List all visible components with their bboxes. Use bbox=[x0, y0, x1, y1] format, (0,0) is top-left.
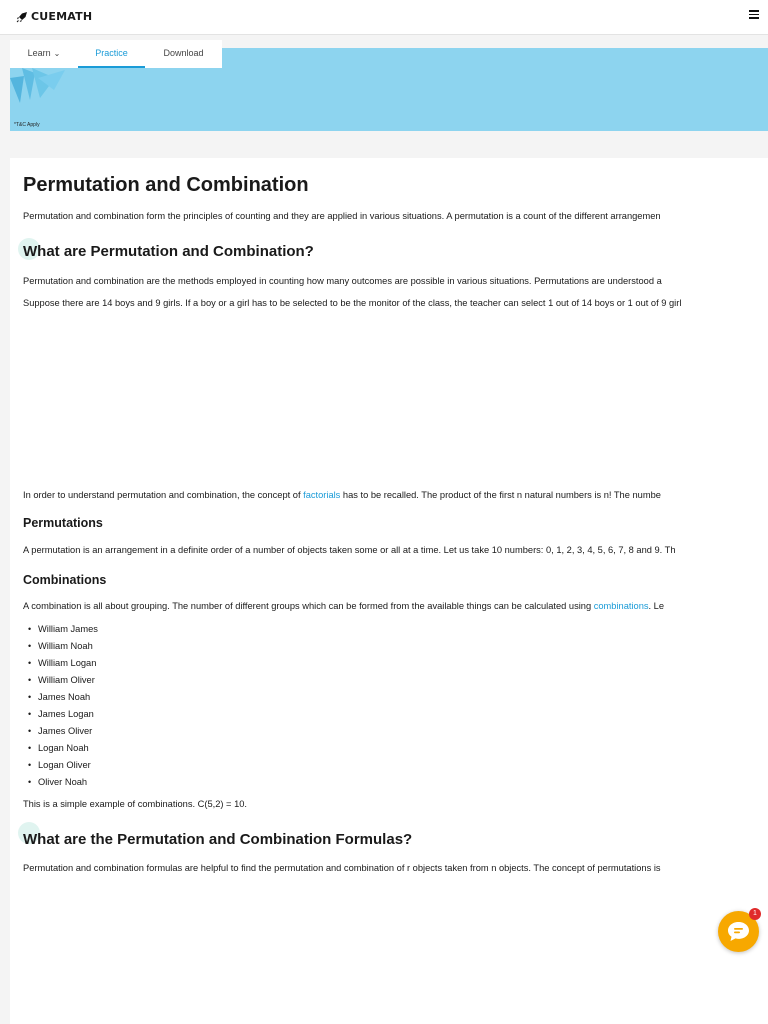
banner-terms-note: *T&C Apply bbox=[14, 122, 40, 128]
chat-icon bbox=[727, 921, 750, 942]
list-item: • William Noah bbox=[28, 641, 93, 651]
chevron-down-icon: ⌄ bbox=[53, 48, 61, 58]
list-item-label: Logan Noah bbox=[38, 743, 89, 753]
list-item-label: William James bbox=[38, 624, 98, 634]
combination-example-text: This is a simple example of combinations. C(5,2) = 10. bbox=[23, 799, 247, 809]
factorials-text-pre: In order to understand permutation and combination, the concept of bbox=[23, 490, 304, 500]
list-item: • James Oliver bbox=[28, 726, 93, 736]
tab-practice-label: Practice bbox=[95, 48, 128, 58]
list-item-label: James Logan bbox=[38, 709, 94, 719]
article-content bbox=[10, 158, 768, 1024]
what-paragraph-2: Suppose there are 14 boys and 9 girls. If a boy or a girl has to be selected to be the monitor of the class, the teacher can select 1 out of 14 boys or 1 out of 9 girl bbox=[23, 298, 682, 308]
rocket-icon bbox=[16, 11, 28, 23]
list-item: • William Logan bbox=[28, 658, 97, 668]
list-item: • William James bbox=[28, 624, 98, 634]
list-item-label: Oliver Noah bbox=[38, 777, 88, 787]
chat-button[interactable] bbox=[718, 911, 759, 952]
tab-learn-label: Learn bbox=[27, 48, 51, 58]
combinations-text-post: . Le bbox=[648, 601, 665, 611]
combinations-link[interactable]: combinations bbox=[593, 601, 649, 611]
factorials-paragraph bbox=[23, 490, 661, 500]
hamburger-icon[interactable] bbox=[749, 10, 759, 20]
list-item: • Oliver Noah bbox=[28, 777, 88, 787]
list-item: • Logan Oliver bbox=[28, 760, 91, 770]
permutations-paragraph: A permutation is an arrangement in a definite order of a number of objects taken some or all at a time. Let us take 10 numbers: 0, 1, 2, 3, 4, 5, 6, 7, 8 and 9. Th bbox=[23, 545, 676, 555]
heading-permutations: Permutations bbox=[23, 516, 103, 530]
notification-badge: 1 bbox=[749, 908, 761, 920]
top-navbar bbox=[0, 0, 768, 35]
factorials-text-post: has to be recalled. The product of the first n natural numbers is n! The numbe bbox=[340, 490, 661, 500]
what-paragraph-1: Permutation and combination are the methods employed in counting how many outcomes are possible in various situations. Permutations are understood a bbox=[23, 276, 662, 286]
tab-download[interactable] bbox=[145, 40, 222, 66]
heading-combinations: Combinations bbox=[23, 573, 107, 587]
formulas-paragraph: Permutation and combination formulas are helpful to find the permutation and combination of r objects taken from n objects. The concept of permutations is bbox=[23, 863, 661, 873]
list-item-label: Logan Oliver bbox=[38, 760, 91, 770]
combination-pairs-list bbox=[28, 621, 98, 791]
intro-paragraph: Permutation and combination form the principles of counting and they are applied in various situations. A permutation is a count of the different arrangemen bbox=[23, 211, 661, 221]
list-item-label: William Oliver bbox=[38, 675, 95, 685]
tab-practice[interactable] bbox=[78, 40, 145, 68]
heading-formulas: What are the Permutation and Combination Formulas? bbox=[23, 831, 413, 848]
list-item-label: William Noah bbox=[38, 641, 93, 651]
list-item: • James Logan bbox=[28, 709, 94, 719]
combinations-paragraph bbox=[23, 601, 664, 611]
list-item-label: William Logan bbox=[38, 658, 97, 668]
list-item: • William Oliver bbox=[28, 675, 95, 685]
list-item-label: James Oliver bbox=[38, 726, 93, 736]
factorials-link[interactable]: factorials bbox=[303, 490, 341, 500]
section-tabs bbox=[10, 40, 222, 68]
list-item: • James Noah bbox=[28, 692, 91, 702]
tab-learn[interactable] bbox=[10, 40, 78, 66]
tab-download-label: Download bbox=[163, 48, 204, 58]
list-item: • Logan Noah bbox=[28, 743, 89, 753]
list-item-label: James Noah bbox=[38, 692, 91, 702]
cuemath-logo[interactable] bbox=[16, 10, 92, 23]
page-title: Permutation and Combination bbox=[23, 174, 309, 196]
brand-name: CUEMATH bbox=[31, 10, 93, 23]
combinations-text-pre: A combination is all about grouping. The number of different groups which can be formed from the available things can be calculated using bbox=[23, 601, 594, 611]
heading-what-are: What are Permutation and Combination? bbox=[23, 243, 314, 260]
